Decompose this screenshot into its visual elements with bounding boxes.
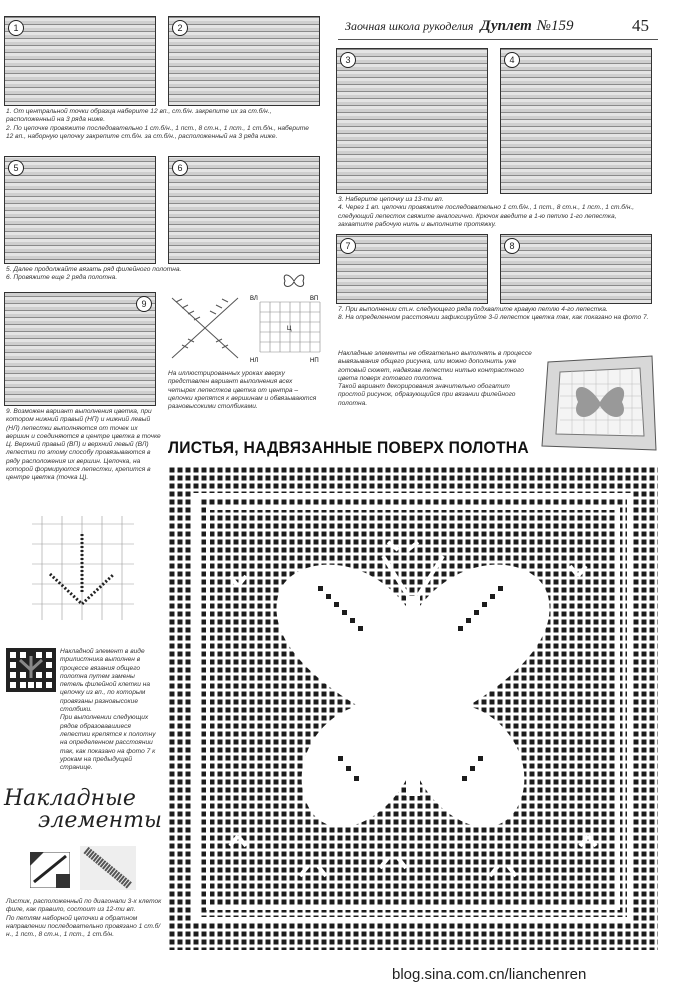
filet-butterfly-chart xyxy=(168,466,658,950)
caption-step-9: 9. Возможен вариант выполнения цветка, при котором нижний правый (НП) и нижний левый (НЛ) лепестки выполняются от точек их вершин и соединяются в центре цветка в точке Ц. Верхний правый (ВП) и верхний левый (ВЛ) лепестки по этому способу провязываются в ряду расположения их вершин. Цепочка, на которой формируются лепестки, крепится в центре цветка (точка Ц). xyxy=(6,408,161,482)
photo-number: 3 xyxy=(340,52,356,68)
petal-grid-diagram xyxy=(250,292,322,364)
photo-number: 4 xyxy=(504,52,520,68)
side-title-line-2: элементы xyxy=(38,808,162,833)
page-number: 45 xyxy=(632,16,649,35)
side-title xyxy=(4,788,162,832)
leaf-chart-diagram xyxy=(30,514,136,622)
leaf-photo xyxy=(80,846,136,890)
step-photo-2 xyxy=(168,16,320,106)
magazine-name: Дуплет xyxy=(480,18,532,34)
caption-diagram-note: На иллюстрированных уроках вверху представлен вариант выполнения всех четырех лепестков цветка от центра – цепочки крепятся к вершинам и обвязываются разновысокими столбиками. xyxy=(168,370,317,411)
butterfly-icon xyxy=(282,272,306,290)
label-nl: НЛ xyxy=(250,358,259,364)
trefoil-chart xyxy=(6,648,56,692)
header-school xyxy=(345,18,574,35)
issue-number: №159 xyxy=(536,18,574,34)
caption-steps-7-8: 7. При выполнении ст.н. следующего ряда подхватите кравую петлю 4-го лепестка. 8. На определенном расстоянии зафиксируйте 3-й лепесток цветка так, как показано на фото 7. xyxy=(338,306,649,322)
caption-leaf: Листик, расположенный по диагонали 3-х клеток филе, как правило, состоит из 12-ти вп. По петлям наборной цепочки в обратном направлении последовательно провязано 1 ст.б/н., 1 пст., 8 ст.н., 1 пст., 1 ст.б/н. xyxy=(6,898,162,939)
photo-frame-icon xyxy=(540,354,658,454)
caption-step-2: 2. По цепочке провяжите последовательно 1 ст.б/н., 1 пст., 8 ст.н., 1 пст., 1 ст.б/н., наберите 12 вп., наборную цепочку закрепите ст.б/н. за ст.б/н., расположенный на 3 ряда ниже. xyxy=(6,125,309,141)
side-title-line-1: Накладные xyxy=(4,786,136,811)
watermark: blog.sina.com.cn/lianchenren xyxy=(392,966,587,983)
label-center: Ц xyxy=(287,326,292,332)
step-photo-8 xyxy=(500,234,652,304)
step-photo-5 xyxy=(4,156,156,264)
petal-cross-diagram xyxy=(166,292,244,364)
caption-trefoil: Накладной элемент в виде трилистника выполнен в процессе вязания общего полотна путем замены петель филейной клетки на цепочку из вп., по которым провязаны разновысокие столбики. При выполнении следующих рядов образовавшиеся лепестки крепятся к полотну на определенном расстоянии так, как показано на фото 7 к урокам на предыдущей странице. xyxy=(60,648,156,772)
step-photo-4 xyxy=(500,48,652,194)
photo-number: 1 xyxy=(8,20,24,36)
photo-number: 2 xyxy=(172,20,188,36)
step-photo-6 xyxy=(168,156,320,264)
photo-number: 6 xyxy=(172,160,188,176)
section-title: ЛИСТЬЯ, НАДВЯЗАННЫЕ ПОВЕРХ ПОЛОТНА xyxy=(168,438,529,457)
step-photo-9 xyxy=(4,292,156,406)
leaf-small-chart xyxy=(30,852,70,888)
label-vp: ВП xyxy=(310,296,319,302)
step-photo-1 xyxy=(4,16,156,106)
photo-number: 9 xyxy=(136,296,152,312)
step-photo-7 xyxy=(336,234,488,304)
caption-steps-3-4: 3. Наберите цепочку из 13-ти вп. 4. Через 1 вп. цепочки провяжите последовательно 1 ст.б/н., 1 пст., 8 ст.н., 1 пст., 1 ст.б/н., следующий лепесток свяжите аналогично. Крючок введите в 1-ю петлю 1-го лепестка, захватите рабочую нить и выполните протяжку. xyxy=(338,196,635,228)
school-name: Заочная школа рукоделия xyxy=(345,19,474,33)
photo-number: 8 xyxy=(504,238,520,254)
photo-number: 7 xyxy=(340,238,356,254)
label-vl: ВЛ xyxy=(250,296,258,302)
caption-step-1: 1. От центральной точки образца наберите 12 вп., ст.б/н. закрепите их за ст.б/н., расположенный на 3 ряда ниже. xyxy=(6,108,272,124)
step-photo-3 xyxy=(336,48,488,194)
caption-steps-5-6: 5. Далее продолжайте вязать ряд филейного полотна. 6. Провяжите еще 2 ряда полотна. xyxy=(6,266,182,282)
label-np: НП xyxy=(310,358,319,364)
photo-number: 5 xyxy=(8,160,24,176)
caption-overlay-note: Накладные элементы не обязательно выполнять в процессе вывязывания общего рисунка, или можно дополнить уже готовый сюжет, надвязав лепестки нитью контрастного цвета поверх готового полотна. Такой вариант декорирования значительно обогатит простой рисунок, образующийся при вязании филейного полотна. xyxy=(338,350,532,407)
header-rule xyxy=(338,39,658,40)
